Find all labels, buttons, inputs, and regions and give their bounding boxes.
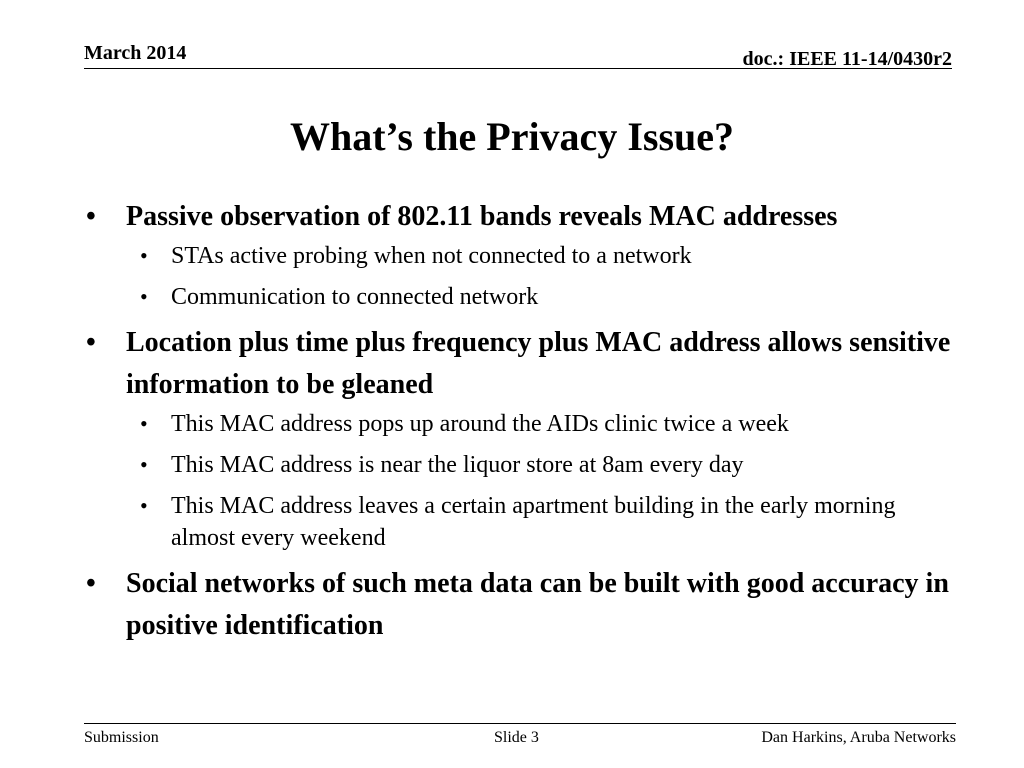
sub-bullet-2-3 — [86, 490, 956, 554]
sub-bullet-marker: • — [140, 284, 148, 309]
sub-bullet-marker: • — [140, 243, 148, 268]
footer-author: Dan Harkins, Aruba Networks — [761, 729, 956, 746]
footer-divider — [84, 723, 956, 724]
sub-bullet-marker: • — [140, 452, 148, 477]
sub-bullet-2-3-text: This MAC address leaves a certain apartment building in the early morning almost every weekend — [171, 493, 896, 551]
header-doc-id: doc.: IEEE 11-14/0430r2 — [742, 48, 952, 70]
bullet-1-text: Passive observation of 802.11 bands reveals MAC addresses — [126, 201, 838, 232]
sub-bullet-marker: • — [140, 411, 148, 436]
footer-slide-number: Slide 3 — [494, 729, 539, 746]
bullet-marker: • — [86, 568, 96, 599]
sub-bullet-1-2-text: Communication to connected network — [171, 284, 539, 310]
bullet-marker: • — [86, 327, 96, 358]
sub-bullet-2-1 — [86, 408, 956, 440]
sub-bullet-2-2 — [86, 449, 956, 481]
sub-bullet-2-2-text: This MAC address is near the liquor store at 8am every day — [171, 452, 744, 478]
bullet-1 — [86, 196, 956, 238]
bullet-2-text: Location plus time plus frequency plus MAC address allows sensitive information to be gleaned — [126, 327, 951, 400]
sub-bullet-1-1 — [86, 240, 956, 272]
bullet-marker: • — [86, 201, 96, 232]
bullet-3-text: Social networks of such meta data can be built with good accuracy in positive identification — [126, 568, 949, 641]
sub-bullet-1-1-text: STAs active probing when not connected to a network — [171, 243, 692, 269]
header-divider — [84, 68, 952, 69]
sub-bullet-1-2 — [86, 281, 956, 313]
slide-title: What’s the Privacy Issue? — [289, 114, 735, 159]
bullet-2 — [86, 322, 956, 406]
sub-bullet-marker: • — [140, 493, 148, 518]
header-date: March 2014 — [84, 42, 187, 64]
bullet-3 — [86, 563, 956, 647]
sub-bullet-2-1-text: This MAC address pops up around the AIDs clinic twice a week — [171, 411, 789, 437]
footer-submission: Submission — [84, 729, 159, 746]
slide-body — [86, 196, 956, 649]
